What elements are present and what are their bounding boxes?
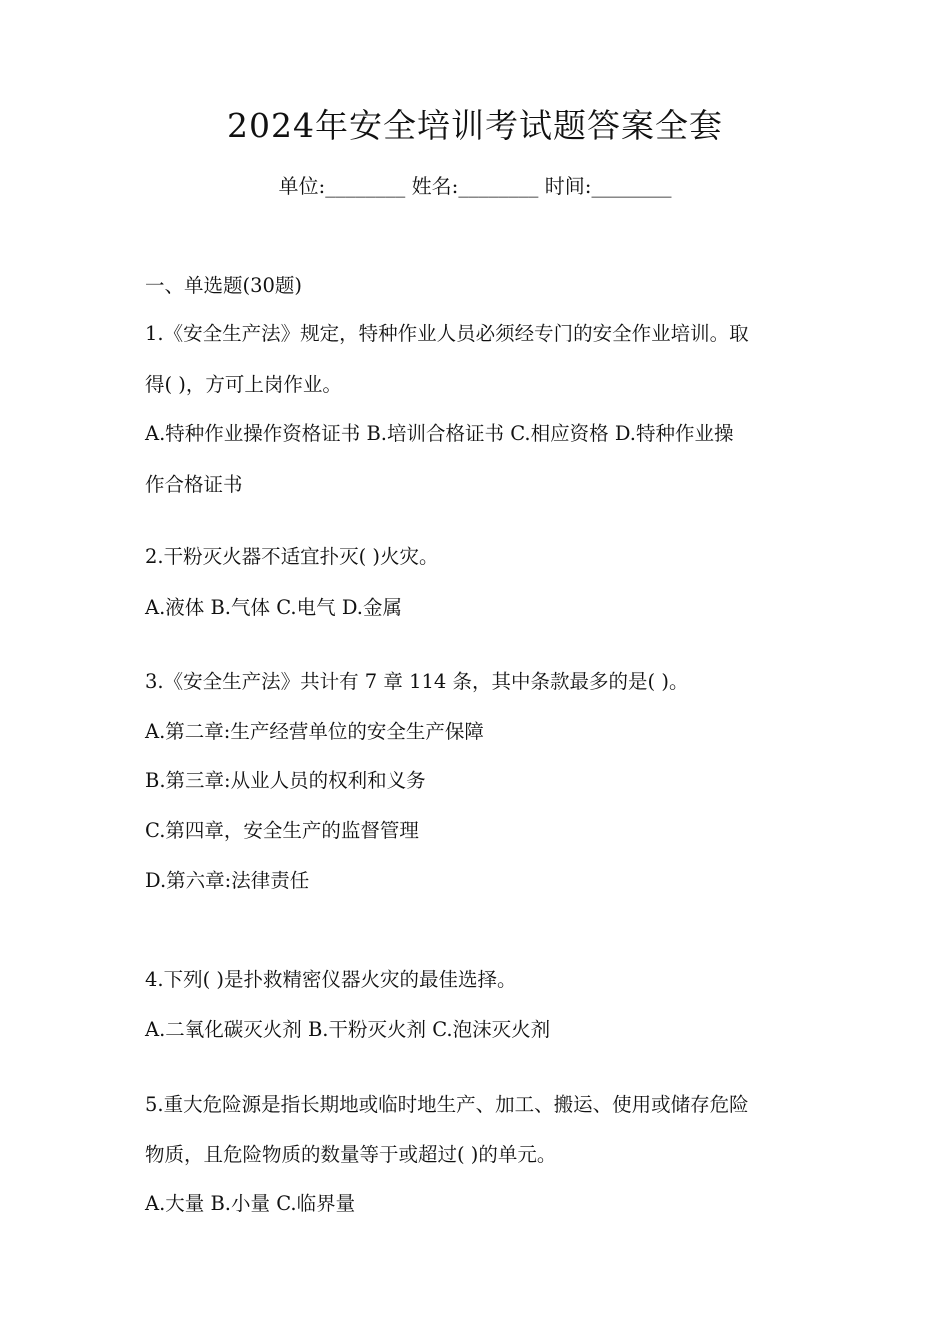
question-1-line-2: 得( )，方可上岗作业。 — [145, 373, 342, 396]
question-1-options-line-2: 作合格证书 — [145, 473, 243, 496]
question-1-line-1: 1.《安全生产法》规定，特种作业人员必须经专门的安全作业培训。取 — [145, 322, 749, 345]
question-3-line-1: 3.《安全生产法》共计有 7 章 114 条，其中条款最多的是( )。 — [145, 670, 689, 693]
info-line: 单位:________ 姓名:________ 时间:________ — [278, 174, 672, 198]
question-5-line-1: 5.重大危险源是指长期地或临时地生产、加工、搬运、使用或储存危险 — [145, 1093, 749, 1116]
question-3-option-b: B.第三章:从业人员的权利和义务 — [145, 769, 426, 792]
question-1-options-line-1: A.特种作业操作资格证书 B.培训合格证书 C.相应资格 D.特种作业操 — [145, 422, 734, 445]
question-2-options: A.液体 B.气体 C.电气 D.金属 — [145, 596, 402, 619]
section-title: 一、单选题(30题) — [145, 274, 303, 297]
question-3-option-c: C.第四章，安全生产的监督管理 — [145, 819, 419, 842]
question-2-line-1: 2.干粉灭火器不适宜扑灭( )火灾。 — [145, 545, 439, 568]
question-3-option-d: D.第六章:法律责任 — [145, 869, 310, 892]
question-5-line-2: 物质，且危险物质的数量等于或超过( )的单元。 — [145, 1143, 557, 1166]
question-5-options: A.大量 B.小量 C.临界量 — [145, 1192, 356, 1215]
question-3-option-a: A.第二章:生产经营单位的安全生产保障 — [145, 720, 484, 743]
document-title: 2024年安全培训考试题答案全套 — [227, 106, 723, 145]
question-4-options: A.二氧化碳灭火剂 B.干粉灭火剂 C.泡沫灭火剂 — [145, 1018, 551, 1041]
question-4-line-1: 4.下列( )是扑救精密仪器火灾的最佳选择。 — [145, 968, 517, 991]
